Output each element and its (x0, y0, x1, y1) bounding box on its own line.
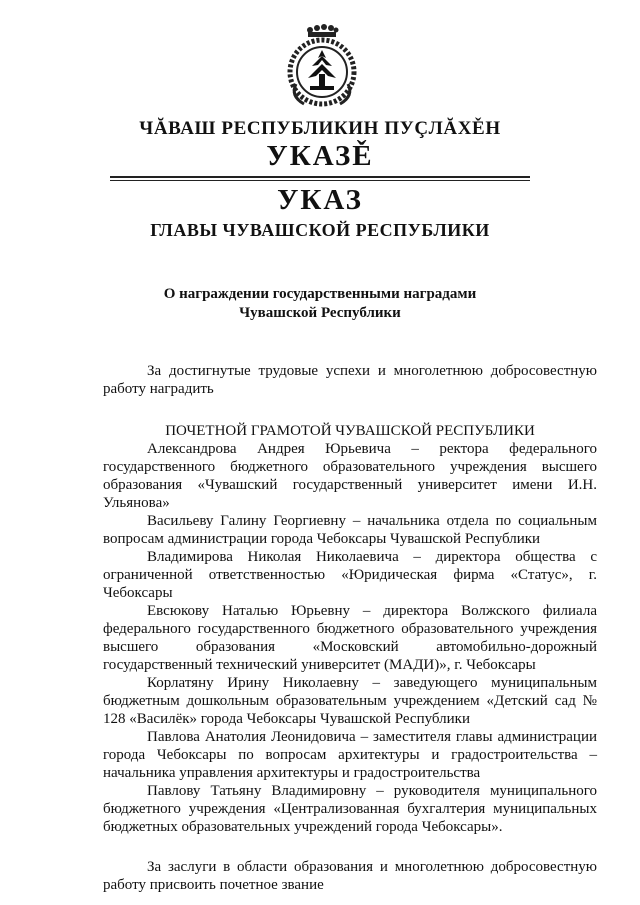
decree-subject (0, 285, 640, 323)
subject-line-1: О награждении государственными наградами (163, 286, 477, 302)
header-divider (110, 176, 530, 178)
intro-paragraph: За достигнутые трудовые успехи и многолетнюю добросовестную работу наградить (103, 363, 597, 397)
decree-subtitle: ГЛАВЫ ЧУВАШСКОЙ РЕСПУБЛИКИ (150, 220, 490, 240)
chuvash-decree-title: УКАЗĚ (266, 140, 374, 172)
awardee-paragraph: Павлова Анатолия Леонидовича – заместителя главы администрации города Чебоксары по вопросам архитектуры и градостроительства – начальника управления архитектуры и градостроительства (103, 729, 597, 781)
awardee-paragraph: Александрова Андрея Юрьевича – ректора федерального государственного бюджетного образовательного учреждения высшего образования «Чувашский государственный университет имени И.Н. Ульянова» (103, 441, 597, 511)
decree-body (103, 362, 597, 894)
subject-line-2: Чувашской Республики (239, 305, 401, 321)
awardee-paragraph: Корлатяну Ирину Николаевну – заведующего муниципальным бюджетным дошкольным образовательным учреждением «Детский сад № 128 «Василёк» города Чебоксары Чувашской Республики (103, 675, 597, 727)
closing-paragraph: За заслуги в области образования и многолетнюю добросовестную работу присвоить почетное звание (103, 859, 597, 893)
decree-title: УКАЗ (277, 184, 363, 216)
award-heading: ПОЧЕТНОЙ ГРАМОТОЙ ЧУВАШСКОЙ РЕСПУБЛИКИ (165, 423, 535, 439)
awardee-paragraph: Васильеву Галину Георгиевну – начальника отдела по социальным вопросам администрации города Чебоксары Чувашской Республики (103, 513, 597, 547)
chuvash-coat-of-arms-emblem (284, 24, 360, 110)
header-divider-thin (110, 180, 530, 181)
awardee-paragraph: Владимирова Николая Николаевича – директора общества с ограниченной ответственностью «Юридическая фирма «Статус», г. Чебоксары (103, 549, 597, 601)
awardee-paragraph: Евсюкову Наталью Юрьевну – директора Волжского филиала федерального государственного бюджетного образовательного учреждения высшего образования «Московский автомобильно-дорожный государственный технический университет (МАДИ)», г. Чебоксары (103, 603, 597, 673)
awardee-paragraph: Павлову Татьяну Владимировну – руководителя муниципального бюджетного учреждения «Централизованная бухгалтерия муниципальных бюджетных образовательных учреждений города Чебоксары». (103, 783, 597, 835)
chuvash-header-line: ЧĂВАШ РЕСПУБЛИКИН ПУÇЛĂХĚН (139, 118, 501, 139)
